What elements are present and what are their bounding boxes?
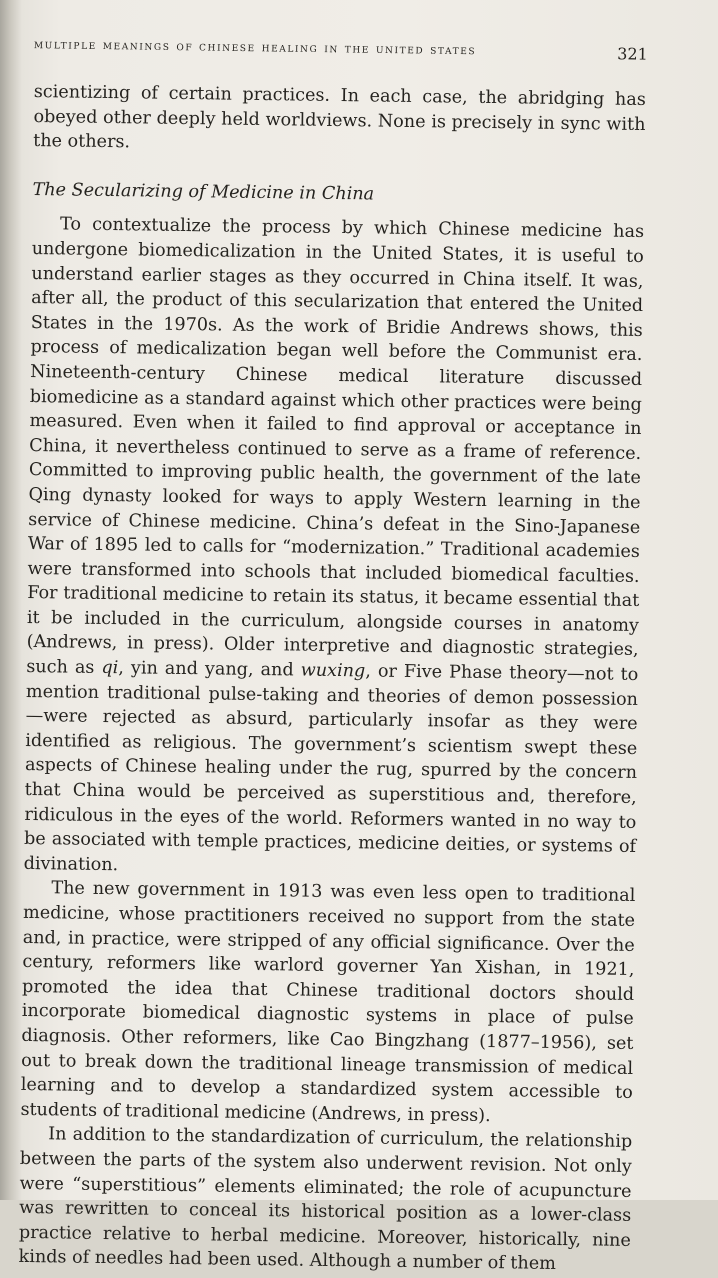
paragraph-3: In addition to the standardization of curriculum, the relationship between the parts of the system also underwent revision. Not only were “superstitious” elements eliminated; the role of acupuncture was rewritten to conceal its historical position as a lower-class practice relative to herbal medicine. Moreover, historically, nine kinds of needles had been used. Although a number of them: [18, 1124, 633, 1275]
running-head: multiple meanings of chinese healing in the united states: [33, 36, 477, 59]
term-qi: qi: [101, 657, 119, 679]
page-header: [28, 36, 648, 73]
section-heading: The Secularizing of Medicine in China: [32, 179, 375, 205]
paragraph-2: The new government in 1913 was even less open to traditional medicine, whose practitioners received no support from the state and, in practice, were stripped of any official significance. Over the century, reformers like warlord governer Yan Xishan, in 1921, promoted the idea that Chinese traditional doctors should incorporate biomedical diagnostic systems in place of pulse diagnosis. Other reformers, like Cao Bingzhang (1877–1956), set out to break down the traditional lineage transmission of medical learning and to develop a standardized system accessible to students of traditional medicine (Andrews, in press).: [20, 878, 636, 1126]
continuation-paragraph: scientizing of certain practices. In each case, the abridging has obeyed other deeply held worldviews. None is precisely in sync with the others.: [33, 81, 646, 153]
paragraph-1-part-a: To contextualize the process by which Chinese medicine has undergone biomedicalization in the United States, it is useful to understand earlier stages as they occurred in China itself. It was, after all, the product of this secularization that entered the United States in the 1970s. As the work of Bridie Andrews shows, this process of medicalization began well before the Communist era. Nineteenth-century Chinese medical literature discussed biomedicine as a standard against which other practices were being measured. Even when it failed to find approval or acceptance in China, it nevertheless continued to serve as a frame of reference. Committed to improving public health, the government of the late Qing dynasty looked for ways to apply Western learning in the service of Chinese medicine. China’s defeat in the Sino-Japanese War of 1895 led to calls for “modernization.” Traditional academies were transformed into schools that included biomedical faculties. For traditional medicine to retain its status, it became essential that it be included in the curriculum, alongside courses in anatomy (Andrews, in press). Older interpretive and diagnostic strategies, such as: [26, 214, 645, 678]
term-wuxing: wuxing: [300, 660, 366, 682]
body-text: [18, 80, 646, 1278]
paragraph-1-part-b: , yin and yang, and: [118, 658, 301, 681]
paragraph-1: [24, 212, 645, 884]
paragraph-1-part-c: , or Five Phase theory—not to mention traditional pulse-taking and theories of demon possession—were rejected as absurd, particularly insofar as they were identified as religious. The government’s scientism swept these aspects of Chinese healing under the rug, spurred by the concern that China would be perceived as superstitious and, therefore, ridiculous in the eyes of the world. Reformers wanted in no way to be associated with temple practices, medicine deities, or systems of divination.: [23, 661, 639, 875]
page-number: 321: [617, 44, 648, 64]
